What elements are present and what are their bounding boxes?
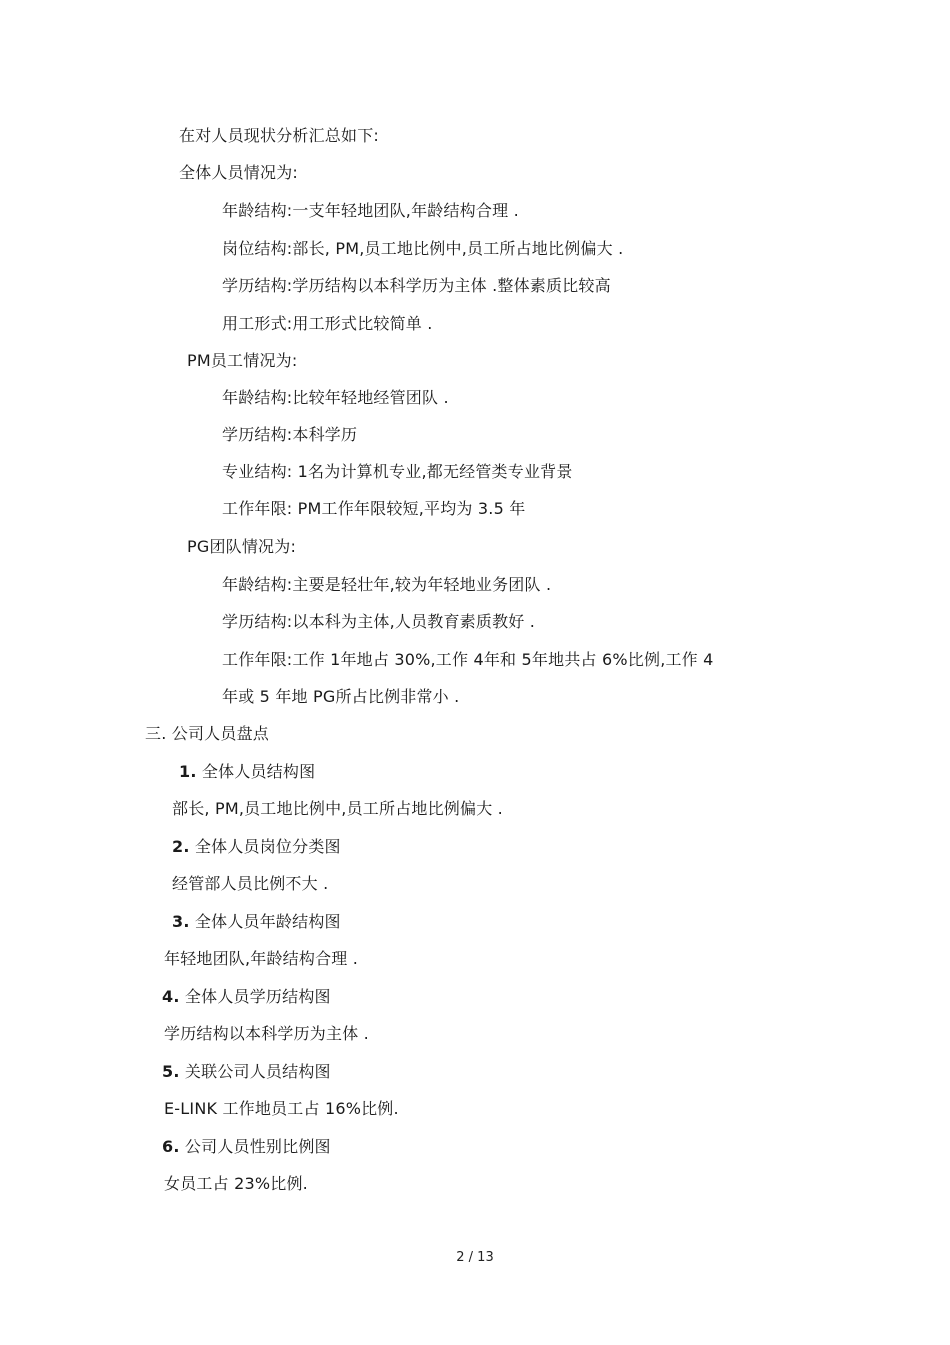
section-3-item-4-desc: 学历结构以本科学历为主体 . — [164, 1024, 369, 1043]
item-title: 全体人员岗位分类图 — [194, 837, 341, 856]
all-position-structure: 岗位结构:部长, PM,员工地比例中,员工所占地比例偏大 . — [222, 239, 624, 258]
pg-work-years: 工作年限:工作 1年地占 30%,工作 4年和 5年地共占 6%比例,工作 4 — [222, 650, 714, 669]
item-number: 1. — [179, 762, 197, 781]
item-title: 公司人员性别比例图 — [184, 1137, 331, 1156]
section-3-item-6-desc: 女员工占 23%比例. — [164, 1174, 308, 1193]
item-title: 关联公司人员结构图 — [184, 1062, 331, 1081]
section-3-item-1-title — [179, 761, 315, 783]
pg-work-years-continued: 年或 5 年地 PG所占比例非常小 . — [222, 687, 460, 706]
section-3-item-2-title — [172, 836, 341, 858]
section-3-item-4-title — [162, 986, 331, 1008]
section-3-item-5-title — [162, 1061, 331, 1083]
pm-work-years: 工作年限: PM工作年限较短,平均为 3.5 年 — [222, 499, 526, 518]
item-title: 全体人员学历结构图 — [184, 987, 331, 1006]
page-number: 2 / 13 — [456, 1250, 494, 1265]
section-3-item-1-desc: 部长, PM,员工地比例中,员工所占地比例偏大 . — [172, 799, 503, 818]
item-number: 6. — [162, 1137, 180, 1156]
item-number: 5. — [162, 1062, 180, 1081]
pm-age-structure: 年龄结构:比较年轻地经管团队 . — [222, 388, 449, 407]
section-3-item-5-desc: E-LINK 工作地员工占 16%比例. — [164, 1099, 399, 1118]
item-number: 2. — [172, 837, 190, 856]
item-title: 全体人员结构图 — [201, 762, 316, 781]
section-3-title: 三. 公司人员盘点 — [145, 724, 269, 743]
item-title: 全体人员年龄结构图 — [194, 912, 341, 931]
pm-education-structure: 学历结构:本科学历 — [222, 425, 358, 444]
summary-line: 在对人员现状分析汇总如下: — [179, 126, 379, 145]
pg-age-structure: 年龄结构:主要是轻壮年,较为年轻地业务团队 . — [222, 575, 552, 594]
pg-education-structure: 学历结构:以本科为主体,人员教育素质教好 . — [222, 612, 536, 631]
pm-staff-heading: PM员工情况为: — [187, 351, 298, 370]
pm-major-structure: 专业结构: 1名为计算机专业,都无经管类专业背景 — [222, 462, 573, 481]
item-number: 4. — [162, 987, 180, 1006]
section-3-item-6-title — [162, 1136, 331, 1158]
all-employment-form: 用工形式:用工形式比较简单 . — [222, 314, 433, 333]
section-3-item-2-desc: 经管部人员比例不大 . — [172, 874, 329, 893]
section-3-item-3-desc: 年轻地团队,年龄结构合理 . — [164, 949, 359, 968]
section-3-item-3-title — [172, 911, 341, 933]
pg-team-heading: PG团队情况为: — [187, 537, 297, 556]
all-age-structure: 年龄结构:一支年轻地团队,年龄结构合理 . — [222, 201, 519, 220]
all-staff-heading: 全体人员情况为: — [179, 163, 298, 182]
item-number: 3. — [172, 912, 190, 931]
all-education-structure: 学历结构:学历结构以本科学历为主体 .整体素质比较高 — [222, 276, 611, 295]
